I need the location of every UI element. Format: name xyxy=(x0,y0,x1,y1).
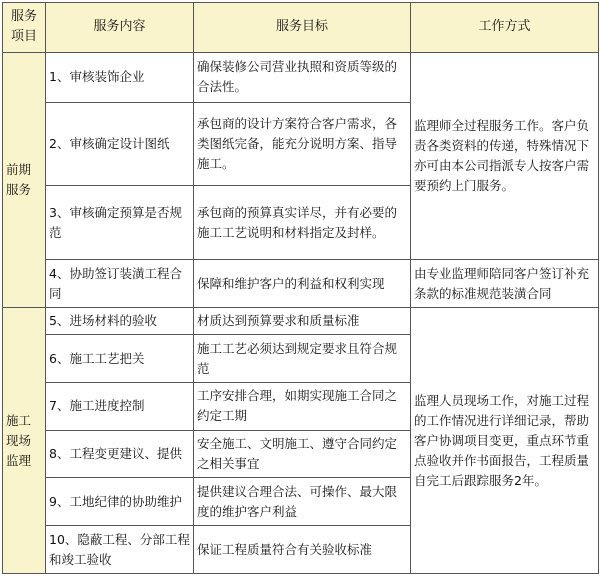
work-method: 由专业监理师陪同客户签订补充条款的标准规范装潢合同 xyxy=(411,260,599,308)
service-content: 9、工地纪律的协助维护 xyxy=(46,478,194,526)
service-goal: 材质达到预算要求和质量标准 xyxy=(194,308,411,335)
table-row xyxy=(3,308,599,335)
header-goal: 服务目标 xyxy=(194,3,411,53)
service-goal: 保障和维护客户的利益和权利实现 xyxy=(194,260,411,308)
header-project: 服务 项目 xyxy=(3,3,46,53)
service-content: 4、协助签订装潢工程合同 xyxy=(46,260,194,308)
phase-site-supervision: 施工 现场 监理 xyxy=(3,308,46,574)
service-table xyxy=(2,2,599,574)
service-content: 6、施工工艺把关 xyxy=(46,335,194,383)
service-goal: 确保装修公司营业执照和资质等级的合法性。 xyxy=(194,52,411,102)
phase-pre-service: 前期 服务 xyxy=(3,52,46,307)
service-goal: 提供建议合理合法、可操作、最大限度的维护客户利益 xyxy=(194,478,411,526)
service-goal: 施工工艺必须达到规定要求且符合规范 xyxy=(194,335,411,383)
header-content: 服务内容 xyxy=(46,3,194,53)
service-content: 8、工程变更建议、提供 xyxy=(46,430,194,478)
header-method: 工作方式 xyxy=(411,3,599,53)
service-content: 3、审核确定预算是否规范 xyxy=(46,185,194,260)
service-content: 10、隐蔽工程、分部工程和竣工验收 xyxy=(46,526,194,574)
work-method: 监理师全过程服务工作。客户负责各类资料的传递，特殊情况下亦可由本公司指派专人按客户需要预约上门服务。 xyxy=(411,52,599,260)
service-content: 1、审核装饰企业 xyxy=(46,52,194,102)
table-row xyxy=(3,260,599,308)
header-row xyxy=(3,3,599,53)
work-method: 监理人员现场工作，对施工过程的工作情况进行详细记录，帮助客户协调项目变更，重点环节重点验收并作书面报告，工程质量自完工后跟踪服务2年。 xyxy=(411,308,599,574)
service-goal: 安全施工、文明施工、遵守合同约定之相关事宜 xyxy=(194,430,411,478)
service-goal: 承包商的设计方案符合客户需求，各类图纸完备，能充分说明方案、指导施工。 xyxy=(194,102,411,185)
service-content: 5、进场材料的验收 xyxy=(46,308,194,335)
service-goal: 保证工程质量符合有关验收标准 xyxy=(194,526,411,574)
service-goal: 承包商的预算真实详尽，并有必要的施工工艺说明和材料指定及封样。 xyxy=(194,185,411,260)
service-content: 7、施工进度控制 xyxy=(46,382,194,430)
service-goal: 工序安排合理，如期实现施工合同之约定工期 xyxy=(194,382,411,430)
table-row xyxy=(3,52,599,102)
service-content: 2、审核确定设计图纸 xyxy=(46,102,194,185)
